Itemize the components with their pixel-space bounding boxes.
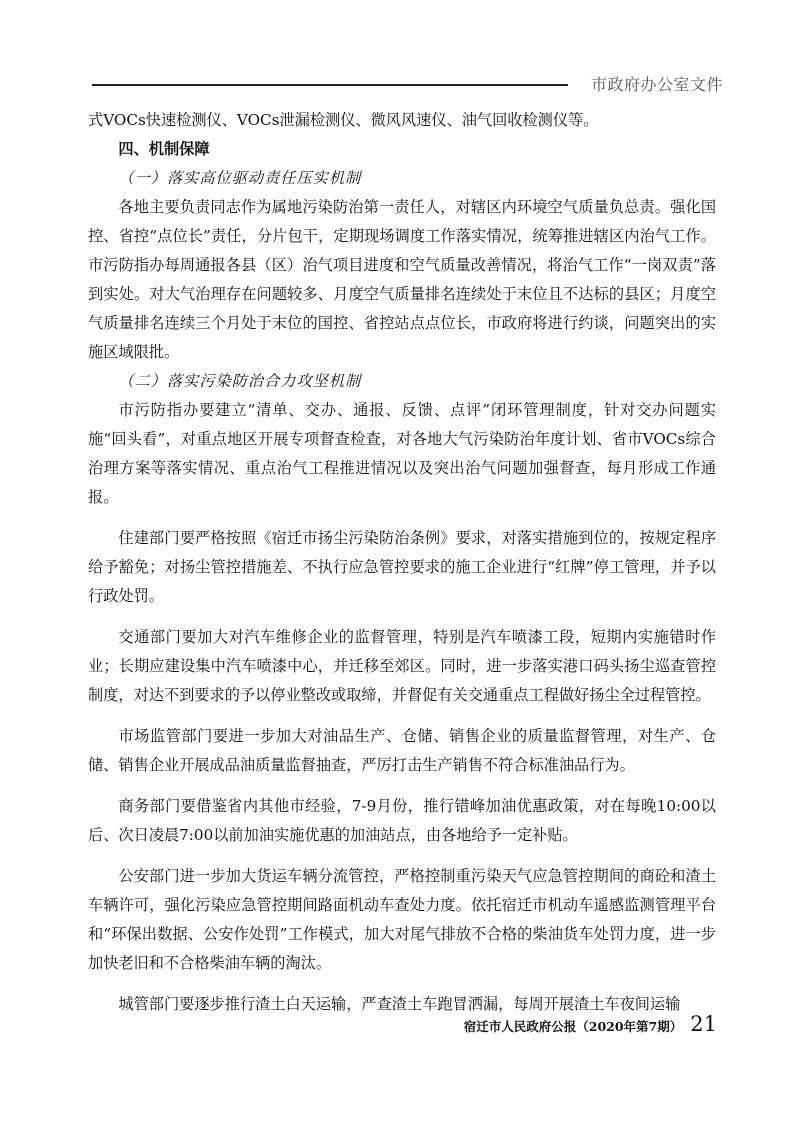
- paragraph: 公安部门进一步加大货运车辆分流管控，严格控制重污染天气应急管控期间的商砼和渣土车辆许可，强化污染应急管控期间路面机动车查处力度。依托宿迁市机动车遥感监测管理平台和“环保出数据、公安作处罚”工作模式，加大对尾气排放不合格的柴油货车处罚力度，进一步加快老旧和不合格柴油车辆的淘汰。: [88, 867, 716, 972]
- publication-name: 宿迁市人民政府公报（2020年第7期）: [463, 1019, 683, 1034]
- paragraph: 住建部门要严格按照《宿迁市扬尘污染防治条例》要求，对落实措施到位的，按规定程序给予豁免；对扬尘管控措施差、不执行应急管控要求的施工企业进行“红牌”停工管理，并予以行政处罚。: [88, 529, 716, 605]
- page-number: 21: [690, 1012, 717, 1036]
- section-heading: 四、机制保障: [118, 140, 210, 158]
- header-rule: [92, 84, 568, 86]
- paragraph: 交通部门要加大对汽车维修企业的监督管理，特别是汽车喷漆工段，短期内实施错时作业；长期应建设集中汽车喷漆中心，并迁移至郊区。同时，进一步落实港口码头扬尘巡查管控制度，对达不到要求的予以停业整改或取缔，并督促有关交通重点工程做好扬尘全过程管控。: [88, 628, 716, 704]
- running-header-title: 市政府办公室文件: [590, 75, 723, 94]
- page-footer: [464, 1012, 717, 1036]
- paragraph: 各地主要负责同志作为属地污染防治第一责任人，对辖区内环境空气质量负总责。强化国控、省控“点位长”责任，分片包干，定期现场调度工作落实情况，统筹推进辖区内治气工作。市污防指办每周通报各县（区）治气项目进度和空气质量改善情况，将治气工作“一岗双责”落到实处。对大气治理存在问题较多、月度空气质量排名连续处于末位且不达标的县区；月度空气质量排名连续三个月处于末位的国控、省控站点点位长，市政府将进行约谈，问题突出的实施区域限批。: [88, 198, 716, 361]
- paragraph: 城管部门要逐步推行渣土白天运输，严查渣土车跑冒洒漏，每周开展渣土车夜间运输: [118, 995, 681, 1013]
- subsection-heading: （二）落实污染防治合力攻坚机制: [118, 372, 362, 390]
- paragraph: 市污防指办要建立“清单、交办、通报、反馈、点评”闭环管理制度，针对交办问题实施“回头看”，对重点地区开展专项督查检查，对各地大气污染防治年度计划、省市VOCs综合治理方案等落实情况、重点治气工程推进情况以及突出治气问题加强督查，每月形成工作通报。: [88, 401, 716, 506]
- subsection-heading: （一）落实高位驱动责任压实机制: [118, 169, 362, 187]
- paragraph-continuation: 式VOCs快速检测仪、VOCs泄漏检测仪、微风风速仪、油气回收检测仪等。: [88, 111, 599, 129]
- document-body: [88, 106, 716, 1019]
- paragraph: 市场监管部门要进一步加大对油品生产、仓储、销售企业的质量监督管理，对生产、仓储、销售企业开展成品油质量监督抽查，严厉打击生产销售不符合标准油品行为。: [88, 727, 716, 774]
- paragraph: 商务部门要借鉴省内其他市经验，7-9月份，推行错峰加油优惠政策，对在每晚10:00以后、次日凌晨7:00以前加油实施优惠的加油站点，由各地给予一定补贴。: [88, 797, 716, 844]
